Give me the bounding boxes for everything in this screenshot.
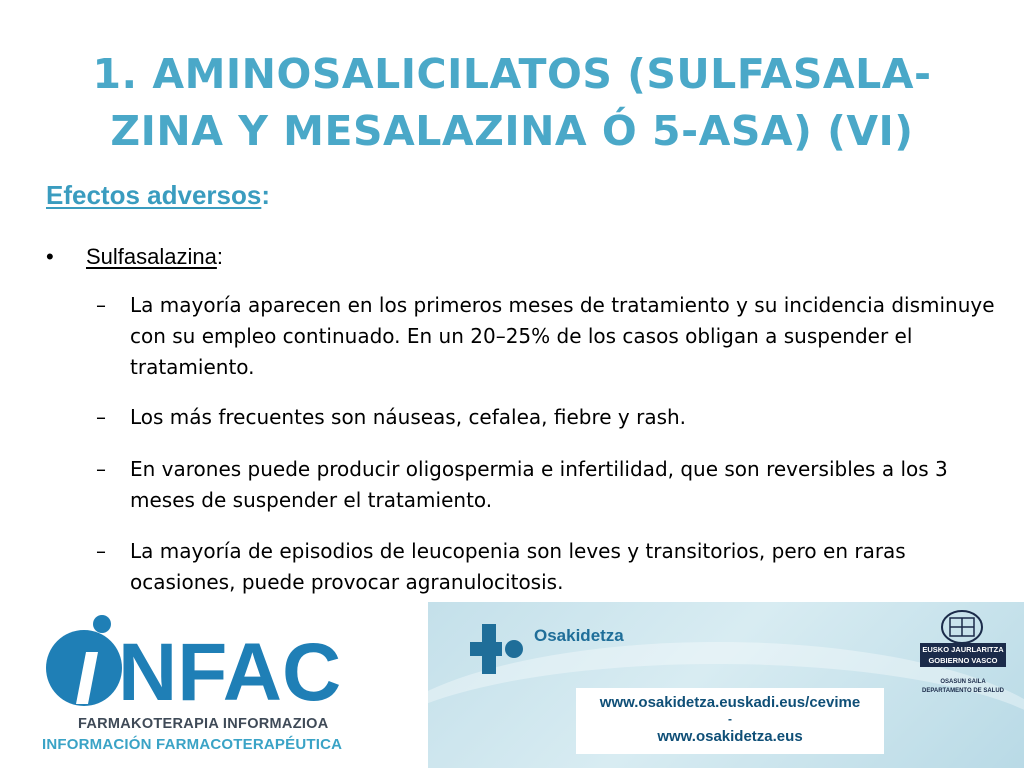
- list-item: [96, 536, 996, 598]
- infac-line-1: FARMAKOTERAPIA INFORMAZIOA: [78, 716, 329, 732]
- dash-icon: –: [96, 405, 106, 429]
- gov-department: [918, 678, 1008, 696]
- gobierno-vasco-banner: [920, 643, 1006, 667]
- dash-icon: –: [96, 539, 106, 563]
- url-box: [576, 688, 884, 754]
- bullet-term: Sulfasalazina: [86, 244, 217, 269]
- dash-icon: –: [96, 457, 106, 481]
- slide-title: [30, 46, 994, 160]
- infac-line-2: INFORMACIÓN FARMACOTERAPÉUTICA: [42, 736, 343, 753]
- list-item-text: En varones puede producir oligospermia e infertilidad, que son reversibles a los 3 meses de suspender el tratamiento.: [130, 457, 948, 512]
- gov-dept-line-2: DEPARTAMENTO DE SALUD: [921, 688, 1004, 694]
- url-separator: -: [728, 712, 732, 726]
- section-heading-colon: :: [261, 180, 270, 210]
- bullet-colon: :: [216, 244, 223, 269]
- infac-logo: [42, 612, 382, 760]
- osakidetza-name: Osakidetza: [534, 626, 624, 645]
- gov-line-1: EUSKO JAURLARITZA: [922, 645, 1004, 654]
- list-item: [96, 454, 996, 516]
- infac-mark-icon: [42, 612, 372, 712]
- section-heading-text: Efectos adversos: [46, 180, 262, 210]
- list-item-text: La mayoría aparecen en los primeros meses de tratamiento y su incidencia disminuye con su empleo continuado. En un 20–25% de los casos obligan a suspender el tratamiento.: [130, 293, 995, 379]
- list-item-text: La mayoría de episodios de leucopenia son leves y transitorios, pero en raras ocasiones, puede provocar agranulocitosis.: [130, 539, 906, 594]
- gov-line-2: GOBIERNO VASCO: [928, 656, 998, 665]
- cevime-url-link[interactable]: www.osakidetza.euskadi.eus/cevime: [599, 694, 861, 711]
- dash-icon: –: [96, 293, 106, 317]
- osakidetza-url-link[interactable]: www.osakidetza.eus: [657, 728, 803, 745]
- section-heading: [46, 180, 270, 211]
- list-item: [96, 290, 996, 383]
- title-line-1: 1. AMINOSALICILATOS (SULFASALA-: [92, 50, 932, 98]
- bullet-sulfasalazina: [46, 244, 223, 270]
- list-item: [96, 402, 996, 433]
- title-line-2: ZINA Y MESALAZINA Ó 5-ASA) (VI): [110, 107, 914, 155]
- osakidetza-cross-icon: [470, 622, 526, 678]
- bullet-dot-icon: •: [46, 244, 54, 269]
- gobierno-vasco-shield-icon: [940, 610, 984, 644]
- infac-wordmark: NFAC: [118, 627, 342, 712]
- gov-dept-line-1: OSASUN SAILA: [940, 679, 986, 685]
- list-item-text: Los más frecuentes son náuseas, cefalea, fiebre y rash.: [130, 405, 687, 429]
